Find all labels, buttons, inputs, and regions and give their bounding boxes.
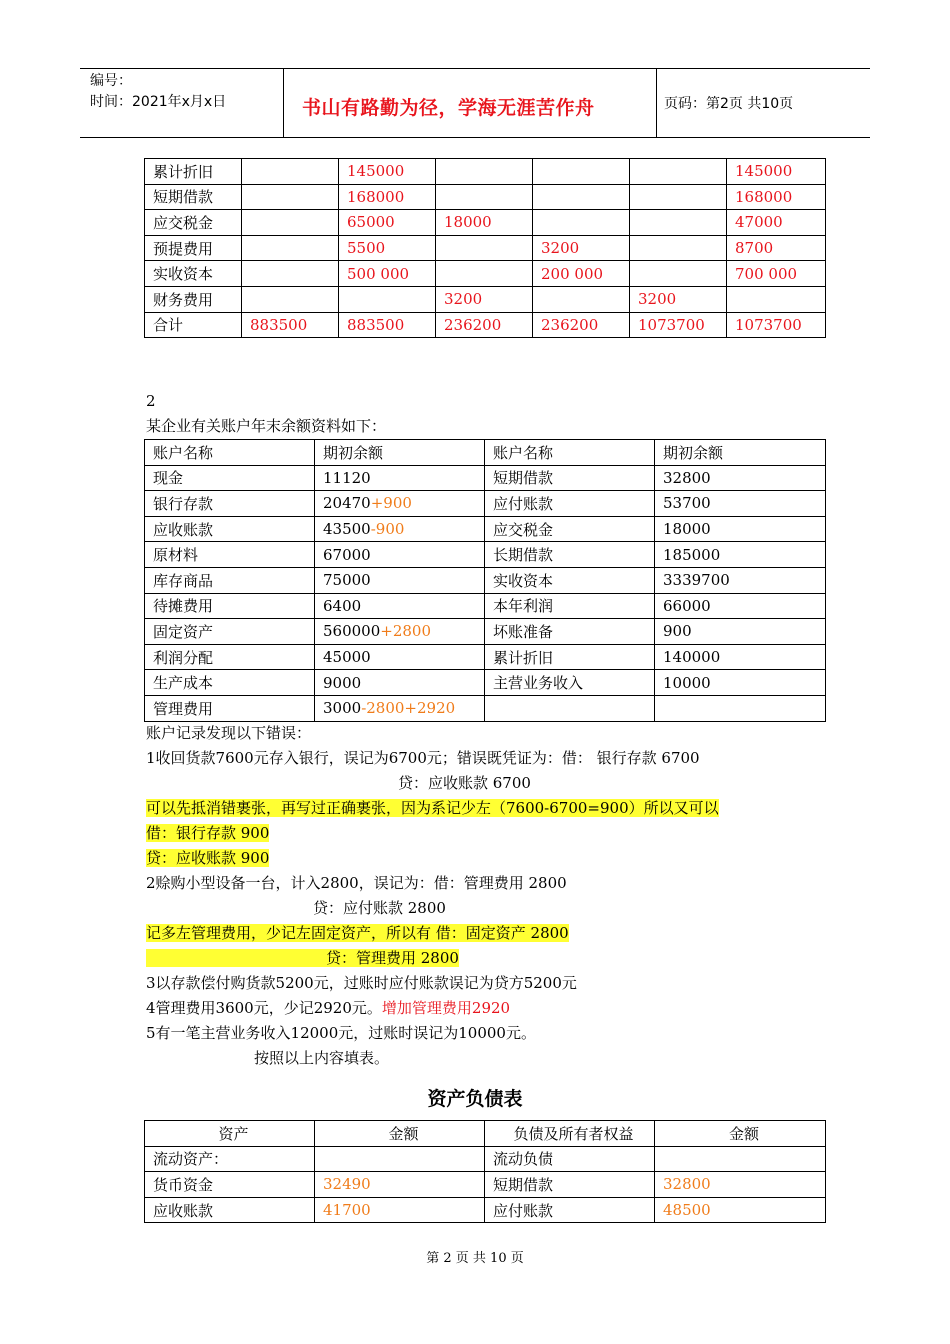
amount-cell: 145000 (727, 159, 826, 185)
ledger-row (145, 261, 826, 287)
column-header: 账户名称 (145, 440, 315, 466)
account-name-cell: 实收资本 (485, 567, 655, 593)
balance-cell (315, 567, 485, 593)
error-2-note: 记多左管理费用，少记左固定资产，所以有 借：固定资产 2800 (146, 924, 569, 942)
balance-cell: 900 (655, 619, 826, 645)
balance-adjustment: -2800+2920 (361, 699, 456, 718)
balance-value: 43500 (323, 520, 371, 539)
account-name-cell: 长期借款 (485, 542, 655, 568)
column-header: 资产 (145, 1121, 315, 1147)
number-label: 编号： (90, 73, 132, 89)
amount-cell: 8700 (727, 235, 826, 261)
balance-adjustment: +2800 (380, 622, 432, 641)
balance-value: 45000 (323, 648, 371, 667)
table-row (145, 491, 826, 517)
table-header-row (145, 1121, 826, 1147)
account-name-cell: 待摊费用 (145, 593, 315, 619)
balance-value: 9000 (323, 673, 362, 692)
table-row (145, 567, 826, 593)
amount-cell (655, 1146, 826, 1172)
item-name-cell: 短期借款 (485, 1172, 655, 1198)
error-1-credit: 贷：应收账款 6700 (398, 774, 531, 792)
error-2-credit: 贷：应付账款 2800 (313, 899, 446, 917)
balance-adjustment: +900 (370, 494, 412, 513)
ledger-row (145, 286, 826, 312)
table-row (145, 1146, 826, 1172)
error-4-line (146, 996, 510, 1021)
balance-value: 11120 (323, 468, 371, 487)
column-header: 期初余额 (315, 440, 485, 466)
amount-cell (242, 210, 339, 236)
amount-cell (630, 261, 727, 287)
ledger-row (145, 312, 826, 338)
table-row (145, 516, 826, 542)
balance-cell (315, 465, 485, 491)
column-header: 金额 (315, 1121, 485, 1147)
table-row (145, 644, 826, 670)
amount-cell (630, 184, 727, 210)
error-4: 4管理费用3600元，少记2920元。 (146, 999, 382, 1017)
amount-cell: 168000 (727, 184, 826, 210)
account-name-cell: 库存商品 (145, 567, 315, 593)
error-3: 3以存款偿付购货款5200元，过账时应付账款误记为贷方5200元 (146, 974, 577, 992)
table-row (145, 1197, 826, 1223)
error-2-credit-fix: 贷：管理费用 2800 (146, 949, 459, 967)
account-name-cell: 应交税金 (485, 516, 655, 542)
amount-cell (436, 184, 533, 210)
balance-cell (315, 670, 485, 696)
account-name-cell: 生产成本 (145, 670, 315, 696)
table-row (145, 1172, 826, 1198)
balance-value: 75000 (323, 571, 371, 590)
balance-cell (315, 695, 485, 721)
amount-cell: 145000 (339, 159, 436, 185)
amount-cell: 236200 (533, 312, 630, 338)
account-name-cell: 银行存款 (145, 491, 315, 517)
amount-cell: 48500 (655, 1197, 826, 1223)
table-row (145, 465, 826, 491)
account-name-cell: 本年利润 (485, 593, 655, 619)
account-name-cell: 固定资产 (145, 619, 315, 645)
account-name-cell: 累计折旧 (485, 644, 655, 670)
amount-cell (242, 286, 339, 312)
amount-cell: 65000 (339, 210, 436, 236)
amount-cell: 5500 (339, 235, 436, 261)
balance-cell: 140000 (655, 644, 826, 670)
ledger-row (145, 159, 826, 185)
item-name-cell: 应付账款 (485, 1197, 655, 1223)
amount-cell (242, 159, 339, 185)
balance-cell (315, 491, 485, 517)
table-header-row (145, 440, 826, 466)
account-name-cell: 实收资本 (145, 261, 242, 287)
page-header (80, 68, 870, 138)
amount-cell: 3200 (436, 286, 533, 312)
amount-cell: 32800 (655, 1172, 826, 1198)
table-row (145, 593, 826, 619)
balance-cell (315, 542, 485, 568)
amount-cell (630, 159, 727, 185)
header-motto-cell (283, 69, 657, 137)
error-5: 5有一笔主营业务收入12000元，过账时误记为10000元。 (146, 1024, 536, 1042)
amount-cell (242, 235, 339, 261)
account-name-cell: 应收账款 (145, 516, 315, 542)
error-2: 2赊购小型设备一台，计入2800，误记为：借：管理费用 2800 (146, 874, 567, 892)
table-row (145, 619, 826, 645)
amount-cell: 18000 (436, 210, 533, 236)
balance-value: 560000 (323, 622, 381, 641)
header-meta (90, 71, 280, 113)
amount-cell (315, 1146, 485, 1172)
balance-cell: 18000 (655, 516, 826, 542)
item-name-cell: 流动负债 (485, 1146, 655, 1172)
error-4-note: 增加管理费用2920 (381, 999, 511, 1017)
account-name-cell: 短期借款 (145, 184, 242, 210)
amount-cell (727, 286, 826, 312)
column-header: 账户名称 (485, 440, 655, 466)
error-1-debit: 借：银行存款 900 (146, 824, 270, 842)
account-name-cell: 合计 (145, 312, 242, 338)
column-header: 金额 (655, 1121, 826, 1147)
amount-cell (630, 235, 727, 261)
balance-cell: 10000 (655, 670, 826, 696)
balance-cell (315, 516, 485, 542)
account-name-cell: 累计折旧 (145, 159, 242, 185)
ledger-row (145, 210, 826, 236)
motto: 书山有路勤为径，学海无涯苦作舟 (302, 97, 595, 119)
section-number: 2 (146, 392, 156, 410)
ledger-row (145, 235, 826, 261)
amount-cell: 883500 (242, 312, 339, 338)
error-1: 1收回货款7600元存入银行，误记为6700元；错误既凭证为：借： 银行存款 6700 (146, 749, 700, 767)
table-row (145, 695, 826, 721)
errors-heading: 账户记录发现以下错误： (146, 724, 312, 742)
item-name-cell: 应收账款 (145, 1197, 315, 1223)
account-name-cell: 现金 (145, 465, 315, 491)
error-1-credit-fix: 贷：应收账款 900 (146, 849, 270, 867)
amount-cell: 41700 (315, 1197, 485, 1223)
amount-cell (242, 184, 339, 210)
amount-cell (436, 261, 533, 287)
balance-cell: 66000 (655, 593, 826, 619)
error-1-note: 可以先抵消错裹张，再写过正确裹张，因为系记少左（7600-6700=900）所以又可以 (146, 799, 719, 817)
amount-cell: 3200 (533, 235, 630, 261)
balance-value: 20470 (323, 494, 371, 513)
table-row (145, 670, 826, 696)
balance-cell: 53700 (655, 491, 826, 517)
amount-cell (339, 286, 436, 312)
section-intro: 某企业有关账户年末余额资料如下： (146, 417, 387, 435)
balance-value: 3000 (323, 699, 362, 718)
amount-cell: 3200 (630, 286, 727, 312)
balance-cell: 3339700 (655, 567, 826, 593)
instruction: 按照以上内容填表。 (254, 1049, 390, 1067)
amount-cell (436, 159, 533, 185)
amount-cell (533, 184, 630, 210)
amount-cell: 47000 (727, 210, 826, 236)
amount-cell (533, 210, 630, 236)
balance-cell (315, 619, 485, 645)
amount-cell: 1073700 (630, 312, 727, 338)
item-name-cell: 货币资金 (145, 1172, 315, 1198)
column-header: 负债及所有者权益 (485, 1121, 655, 1147)
account-name-cell (485, 695, 655, 721)
balance-cell (315, 593, 485, 619)
amount-cell: 32490 (315, 1172, 485, 1198)
ledger-table (144, 158, 826, 338)
time-label: 时间：2021年x月x日 (90, 94, 227, 110)
amount-cell: 700 000 (727, 261, 826, 287)
amount-cell: 168000 (339, 184, 436, 210)
table-row (145, 542, 826, 568)
amount-cell (436, 235, 533, 261)
account-name-cell: 利润分配 (145, 644, 315, 670)
balance-sheet-table (144, 1120, 826, 1223)
account-name-cell: 主营业务收入 (485, 670, 655, 696)
ledger-row (145, 184, 826, 210)
amount-cell (630, 210, 727, 236)
balance-sheet-title: 资产负债表 (427, 1088, 523, 1110)
amount-cell: 200 000 (533, 261, 630, 287)
amount-cell (533, 159, 630, 185)
account-name-cell: 原材料 (145, 542, 315, 568)
column-header: 期初余额 (655, 440, 826, 466)
page-number: 页码：第2页 共10页 (664, 96, 794, 112)
balance-value: 67000 (323, 545, 371, 564)
balance-cell: 32800 (655, 465, 826, 491)
account-balance-table (144, 439, 826, 722)
balance-value: 6400 (323, 596, 362, 615)
account-name-cell: 坏账准备 (485, 619, 655, 645)
account-name-cell: 短期借款 (485, 465, 655, 491)
account-name-cell: 应交税金 (145, 210, 242, 236)
amount-cell: 1073700 (727, 312, 826, 338)
balance-cell (315, 644, 485, 670)
balance-cell (655, 695, 826, 721)
account-name-cell: 管理费用 (145, 695, 315, 721)
account-name-cell: 财务费用 (145, 286, 242, 312)
amount-cell: 500 000 (339, 261, 436, 287)
amount-cell (533, 286, 630, 312)
account-name-cell: 应付账款 (485, 491, 655, 517)
amount-cell (242, 261, 339, 287)
balance-cell: 185000 (655, 542, 826, 568)
balance-adjustment: -900 (370, 520, 405, 539)
account-name-cell: 预提费用 (145, 235, 242, 261)
page-footer: 第 2 页 共 10 页 (426, 1251, 524, 1266)
item-name-cell: 流动资产： (145, 1146, 315, 1172)
amount-cell: 883500 (339, 312, 436, 338)
amount-cell: 236200 (436, 312, 533, 338)
